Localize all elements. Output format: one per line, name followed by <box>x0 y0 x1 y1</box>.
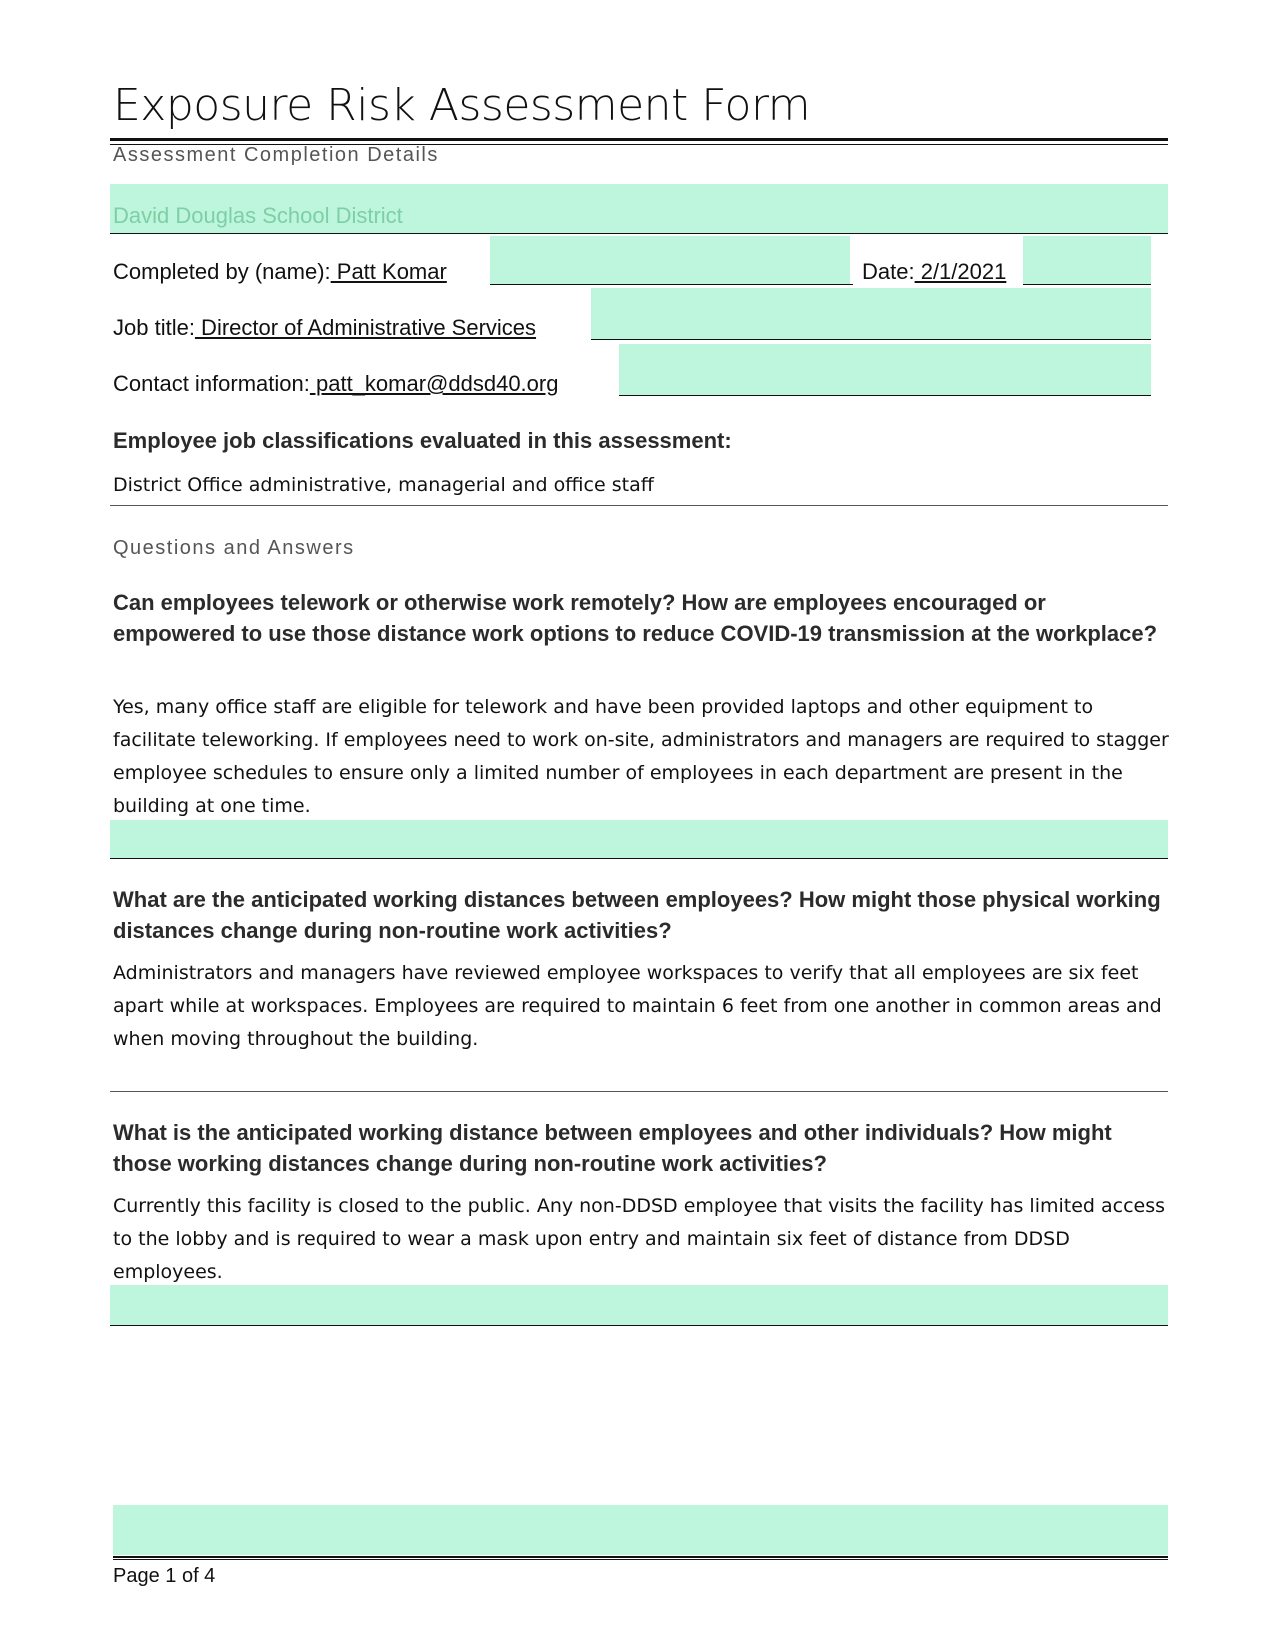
date-underline <box>1023 284 1151 285</box>
completed-by-value: Patt Komar <box>330 259 447 284</box>
answer-1-divider <box>110 858 1168 859</box>
contact-field <box>113 371 558 397</box>
job-title-value: Director of Administrative Services <box>194 315 537 340</box>
completed-by-field <box>113 259 447 285</box>
page-number: Page 1 of 4 <box>113 1565 216 1587</box>
job-title-field <box>113 315 536 341</box>
question-3: What is the anticipated working distance between employees and other individuals? How might those working distances change during non-routine work activities? <box>113 1120 1112 1176</box>
answer-3-input-area[interactable] <box>110 1285 1168 1325</box>
completed-by-input[interactable] <box>490 236 850 284</box>
answer-2-divider <box>110 1091 1168 1092</box>
organization-field[interactable] <box>110 184 1168 234</box>
job-title-input[interactable] <box>591 288 1151 339</box>
organization-value: David Douglas School District <box>113 203 403 228</box>
question-2: What are the anticipated working distances between employees? How might those physical working distances change during non-routine work activities? <box>113 887 1161 943</box>
footer-divider <box>113 1556 1168 1560</box>
date-value: 2/1/2021 <box>914 259 1007 284</box>
classifications-divider <box>110 505 1168 506</box>
page-title: Exposure Risk Assessment Form <box>113 80 811 131</box>
classifications-value[interactable]: District Office administrative, managerial and office staff <box>113 474 654 496</box>
contact-value: patt_komar@ddsd40.org <box>309 371 559 396</box>
section-label-qa: Questions and Answers <box>113 537 355 559</box>
question-1: Can employees telework or otherwise work remotely? How are employees encouraged or empowered to use those distance work options to reduce COVID-19 transmission at the workplace? <box>113 590 1158 646</box>
job-title-underline <box>591 339 1151 340</box>
job-title-label: Job title: <box>113 315 195 340</box>
date-label: Date: <box>862 259 915 284</box>
answer-3-divider <box>110 1325 1168 1326</box>
answer-3[interactable]: Currently this facility is closed to the public. Any non-DDSD employee that visits the facility has limited access to the lobby and is required to wear a mask upon entry and maintain six feet of distance from DDSD employees. <box>113 1195 1166 1283</box>
classifications-heading: Employee job classifications evaluated in this assessment: <box>113 428 732 453</box>
answer-1[interactable]: Yes, many office staff are eligible for telework and have been provided laptops and other equipment to facilitate teleworking. If employees need to work on-site, administrators and managers are required to stagger employee schedules to ensure only a limited number of employees in each department are present in the building at one time. <box>113 696 1169 817</box>
completed-by-label: Completed by (name): <box>113 259 331 284</box>
answer-1-input-area[interactable] <box>110 820 1168 858</box>
section-label-completion: Assessment Completion Details <box>113 144 439 166</box>
answer-2[interactable]: Administrators and managers have reviewed employee workspaces to verify that all employees are six feet apart while at workspaces. Employees are required to maintain 6 feet from one another in common areas and when moving throughout the building. <box>113 962 1162 1050</box>
completed-by-underline <box>490 284 853 285</box>
contact-input[interactable] <box>619 344 1151 395</box>
footer-input-area[interactable] <box>113 1505 1168 1555</box>
date-field <box>862 259 1006 285</box>
contact-underline <box>619 395 1151 396</box>
contact-label: Contact information: <box>113 371 310 396</box>
date-input[interactable] <box>1023 236 1151 284</box>
